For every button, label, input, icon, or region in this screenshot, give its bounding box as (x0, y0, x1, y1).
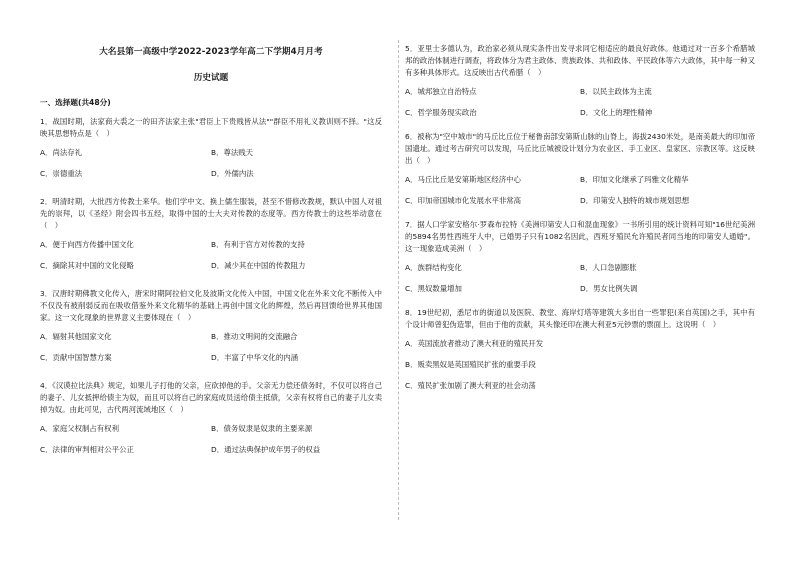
section-heading: 一、选择题(共48分) (40, 98, 111, 107)
option-a: A．族群结构变化 (405, 263, 462, 272)
option-b: B．人口急剧膨胀 (580, 263, 637, 272)
option-c: C．法律的审判相对公平公正 (40, 445, 134, 454)
option-list (405, 86, 755, 128)
question-1 (40, 116, 382, 189)
option-list (405, 174, 755, 216)
left-column (40, 40, 382, 465)
option-c: C．崇德重法 (40, 169, 83, 178)
option-list (40, 147, 382, 189)
option-d: D．减少其在中国的传教阻力 (211, 261, 306, 270)
question-3 (40, 288, 382, 373)
option-a: A．城邦独立自治特点 (405, 87, 477, 96)
question-8 (405, 307, 755, 401)
option-list (405, 262, 755, 304)
option-b: B．有利于官方对传教的支持 (211, 240, 305, 249)
option-b: B．以民主政体为主流 (580, 87, 652, 96)
exam-subtitle: 历史试题 (193, 73, 229, 83)
option-d: D．男女比例失调 (580, 284, 638, 293)
option-a: A．英国流放者推动了澳大利亚的殖民开发 (405, 339, 544, 348)
question-4 (40, 380, 382, 465)
exam-title: 大名县第一高级中学2022-2023学年高二下学期4月月考 (99, 47, 323, 57)
question-stem: 2．明清时期，大批西方传教士来华。他们学中文、换上儒生服装，甚至不惜修改教规，默认中国人对祖先的崇拜，以《圣经》附会四书五经，取得中国的士大夫对传教的态度等。西方传教士的这些举动意在（ ） (40, 197, 382, 230)
question-stem: 3．汉唐时期佛教文化传入，唐宋时期阿拉伯文化及波斯文化传入中国，中国文化在外来文化不断传入中不仅没有被削弱反而在吸收借鉴外来文化精华的基础上再创中国文化的辉煌，然后再回馈给世界其他国家。这一文化现象的世界意义主要体现在（ ） (40, 289, 382, 322)
question-stem: 8．19世纪初，悉尼市的街道以及医院、教堂、海岸灯塔等建筑大多出自一些罪犯(来自英国)之手，其中有个设计师曾犯伪造罪，但由于他的贡献，其头像还印在澳大利亚5元钞票的票面上。这说明（ ） (405, 308, 755, 329)
question-2 (40, 196, 382, 281)
option-a: A．马丘比丘是安第斯地区经济中心 (405, 175, 521, 184)
option-c: C．哲学服务现实政治 (405, 108, 477, 117)
option-c: C．殖民扩张加剧了澳大利亚的社会动荡 (405, 381, 536, 390)
option-c: C．黑奴数量增加 (405, 284, 462, 293)
option-list (40, 423, 382, 465)
option-c: C．摘除其对中国的文化侵略 (40, 261, 134, 270)
option-a: A．尚法存礼 (40, 148, 83, 157)
option-b: B．印加文化继承了玛雅文化精华 (580, 175, 689, 184)
option-b: B．推动文明间的交流融合 (211, 332, 298, 341)
option-list (40, 331, 382, 373)
option-b: B．贩卖黑奴是英国殖民扩张的重要手段 (405, 360, 536, 369)
question-6 (405, 131, 755, 216)
option-b: B．债务奴隶是奴隶的主要来源 (211, 424, 313, 433)
option-list (405, 338, 755, 401)
option-d: D．文化上的理性精神 (580, 108, 653, 117)
option-d: D．通过法典保护成年男子的权益 (211, 445, 321, 454)
right-column (405, 40, 755, 401)
option-a: A．家庭父权制占有权利 (40, 424, 119, 433)
option-c: C．贡献中国智慧方案 (40, 353, 112, 362)
column-divider (398, 40, 399, 520)
option-list (40, 239, 382, 281)
option-a: A．便于向西方传播中国文化 (40, 240, 134, 249)
option-d: D．外儒内法 (211, 169, 254, 178)
question-stem: 7．据人口学家安格尔·罗森布拉特《美洲印第安人口和混血现象》一书所引用的统计资料可知"16世纪美洲的5894名男性西班牙人中，已婚男子只有1082名因此，西班牙殖民允许殖民者同当地的印第安人通婚"。这一现象造成美洲（ ） (405, 220, 755, 253)
question-stem: 6．被称为"空中城市"的马丘比丘位于秘鲁南部安第斯山脉的山脊上，海拔2430米处，是南美最大的印加帝国遗址。通过考古研究可以发现，马丘比丘城被设计划分为农业区、手工业区、皇家区、宗教区等。这反映出（ ） (405, 132, 755, 165)
option-a: A．辐射其他国家文化 (40, 332, 112, 341)
question-stem: 4．《汉谟拉比法典》规定，如果儿子打他的父亲，应砍掉他的手。父亲无力偿还债务时，不仅可以将自己的妻子、儿女抵押给债主为奴，而且可以将自己的家庭成员送给债主抵债，父亲有权将自己的妻子儿女卖掉为奴。由此可见，古代两河流域地区（ ） (40, 381, 382, 414)
option-d: D．丰富了中华文化的内涵 (211, 353, 298, 362)
question-stem: 1．战国时期，法家商大裘之一的田齐法家主张"君臣上下贵贱皆从法""群臣不用礼义教训则不择。"这反映其思想特点是（ ） (40, 117, 382, 138)
option-c: C．印加帝国城市化发展水平非常高 (405, 196, 522, 205)
option-b: B．尊法贱天 (211, 148, 254, 157)
option-d: D．印第安人独特的城市规划思想 (580, 196, 690, 205)
question-stem: 5．亚里士多德认为，政治家必须从现实条件出发寻求同它相适应的最良好政体。他通过对一百多个希腊城邦的政治体制进行调查，将政体分为君主政体、贵族政体、共和政体、平民政体等六大政体，其中每一种又有多种具体形式。这反映出古代希腊（ ） (405, 44, 755, 77)
question-5 (405, 43, 755, 128)
question-7 (405, 219, 755, 304)
